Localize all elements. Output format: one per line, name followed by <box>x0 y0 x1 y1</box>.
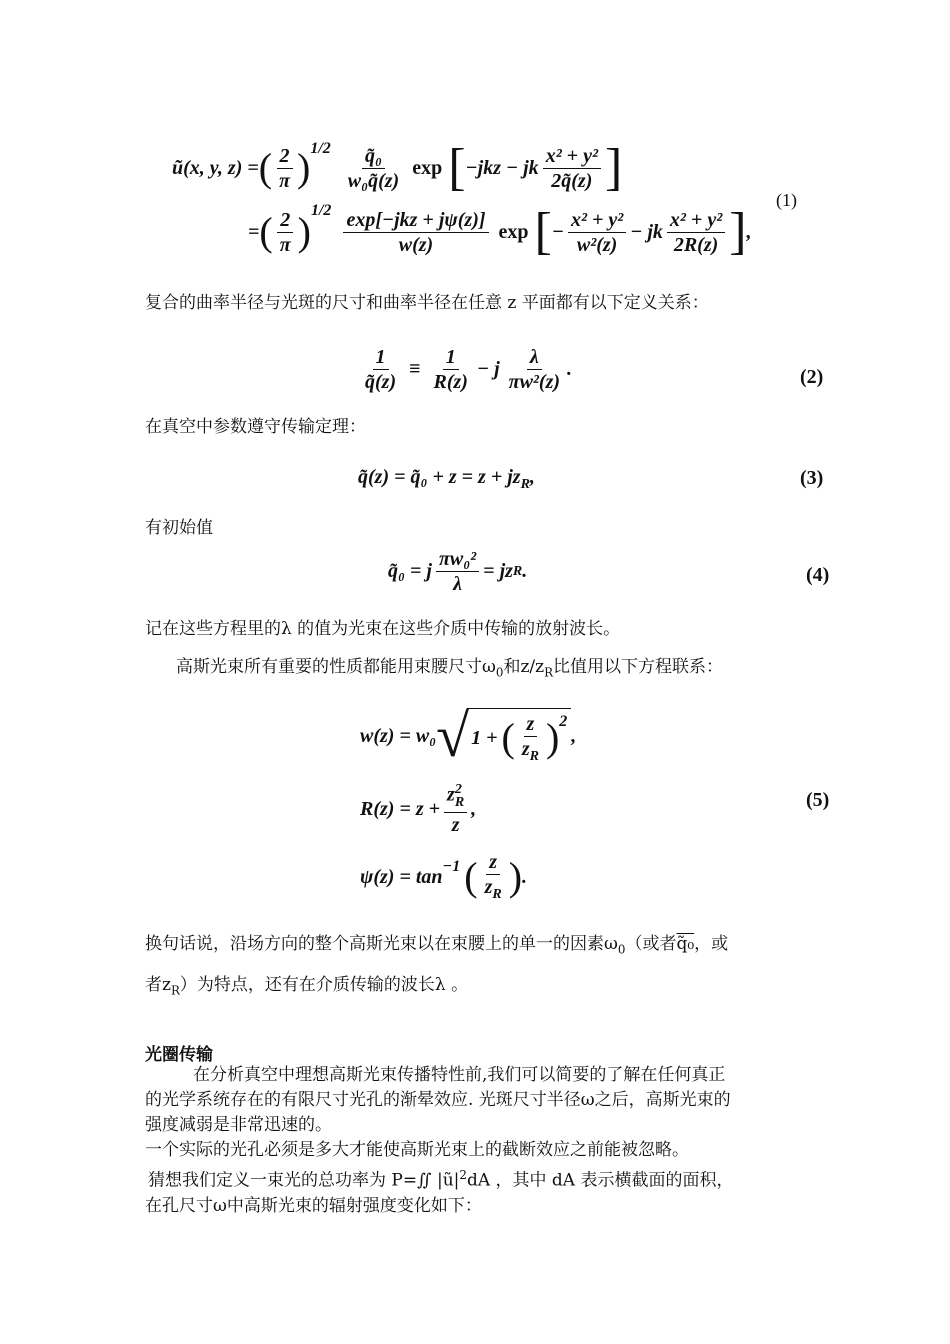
eq1-bracket-left: −jkz − jk <box>465 156 539 179</box>
equation-4-number: (4) <box>806 564 830 586</box>
equation-5 <box>360 698 576 910</box>
equation-1-line-2: = ( $\frac{2}{\pi}$ ) $^{1/2}$ $\frac{\text{exp[−jkz + jψ(z)]}}{w(z)}$ exp [ − $\frac{\text{x² + y²}}{\text{w²(z)}}$ − jk $\frac{\text{x² + y²}}{2R(z)}$ ] , <box>248 202 752 260</box>
paragraph-transfer-theorem: 在真空中参数遵守传输定理： <box>145 417 366 437</box>
eq5-psi-line: ψ(z) = tan $^{-1}$ ( $\frac{z}{z_R}$ ) . <box>360 851 528 903</box>
section-body: 在分析真空中理想高斯光束传播特性前,我们可以简要的了解在任何真正 的光学系统存在的有限尺寸光孔的渐晕效应. 光斑尺寸半径ω之后，高斯光束的 强度减弱是非常迅速的。 一个实际的光孔必须是多大才能使高斯光束上的截断效应之前能被忽略。 猜想我们定义一束光的总功率为 P=∬ $|ũ|^2dA$ ，其中 dA 表示横截面的面积， 在孔尺寸ω中高斯光束的辐射强度变化如下： <box>145 1065 734 1216</box>
eq1-coef: $\frac{2}{\pi}$ <box>276 145 293 192</box>
eq1-exp: exp <box>412 156 443 179</box>
paragraph-gaussian-properties: 高斯光束所有重要的性质都能用束腰尺寸$\omega_0$和$z/z_R$比值用以下方程联系： <box>176 657 724 680</box>
eq2-r1: $\frac{1}{R(z)}$ <box>433 346 468 393</box>
equation-2 <box>358 346 572 393</box>
section-heading-aperture-transmission: 光圈传输 <box>145 1045 213 1065</box>
eq1-l2-mid: − jk <box>630 220 663 243</box>
eq1-l2-coef: $\frac{2}{\pi}$ <box>277 209 294 256</box>
equation-1-number: (1) <box>776 190 797 210</box>
eq2-r2: $\frac{\lambda}{\text{πw²(z)}}$ <box>508 346 561 393</box>
equation-3-number: (3) <box>800 467 824 489</box>
paragraph-initial-value: 有初始值 <box>145 518 213 538</box>
paragraph-curvature-definition: 复合的曲率半径与光斑的尺寸和曲率半径在任意 z 平面都有以下定义关系： <box>145 293 709 313</box>
equation-2-number: (2) <box>800 366 824 388</box>
eq5-sqrt: √ 1 + ( $\frac{z}{z_R}$ ) $^2$ <box>436 706 571 766</box>
eq1-inner: $\frac{\text{x² + y²}}{2q̃(z)}$ <box>543 145 601 192</box>
eq1-l2-inner2: $\frac{\text{x² + y²}}{2R(z)}$ <box>667 209 725 256</box>
equation-1-line-1: ũ(x, y, z) = ( $\frac{2}{\pi}$ ) $^{1/2}$ $\frac{\text{q̃₀}}{\text{w₀q̃(z)}}$ exp [ −jkz − jk $\frac{\text{x² + y²}}{2q̃(z)}$ ] <box>172 139 623 196</box>
eq4-frac: $\frac{\text{πw₀²}}{\lambda}$ <box>436 548 479 595</box>
eq1-l2-tail: , <box>746 220 752 243</box>
paragraph-wavelength-note: 记在这些方程里的λ 的值为光束在这些介质中传输的放射波长。 <box>145 619 621 639</box>
eq1-power: 1/2 <box>310 140 331 157</box>
eq1-lhs: ũ(x, y, z) = <box>172 156 259 179</box>
eq1-l2-frac: $\frac{\text{exp[−jkz + jψ(z)]}}{w(z)}$ <box>343 209 488 256</box>
equation-3: q̃(z) = q̃₀ + $z = z + jz_R$, <box>358 466 535 492</box>
eq2-tail: . <box>567 358 573 380</box>
equation-4: q̃₀ = j $\frac{\text{πw₀²}}{\lambda}$ = jz R . <box>388 548 528 595</box>
eq2-lhs: $\frac{1}{q̃(z)}$ <box>365 346 397 393</box>
eq5-r-line: R(z) = z + $\frac{z^2_R}{z}$ , <box>360 782 477 836</box>
eq1-frac: $\frac{\text{q̃₀}}{\text{w₀q̃(z)}}$ <box>347 144 400 192</box>
equation-5-number: (5) <box>806 789 830 811</box>
eq4-lhs: q̃₀ = j <box>388 560 432 582</box>
eq1-l2-power: 1/2 <box>310 202 332 219</box>
eq2-eq: ≡ <box>409 358 421 380</box>
eq1-l2-exp: exp <box>498 220 529 243</box>
eq4-rhs: = jz <box>483 560 513 582</box>
equation-1 <box>172 138 792 266</box>
paragraph-single-factor: 换句话说，沿场方向的整个高斯光束以在束腰上的单一的因素$\omega_0$（或者q̃₀，或 者$z_R$）为特点，还有在介质传输的波长λ 。 <box>145 934 729 998</box>
eq1-l2-eq: = <box>248 220 260 243</box>
eq2-mid: − j <box>476 358 500 380</box>
eq1-l2-inner1: $\frac{\text{x² + y²}}{\text{w²(z)}}$ <box>568 209 626 256</box>
eq5-w-line: w(z) = w₀ √ 1 + ( $\frac{z}{z_R}$ ) $^2$ , <box>360 703 577 769</box>
eq1-l2-neg: − <box>551 220 564 243</box>
